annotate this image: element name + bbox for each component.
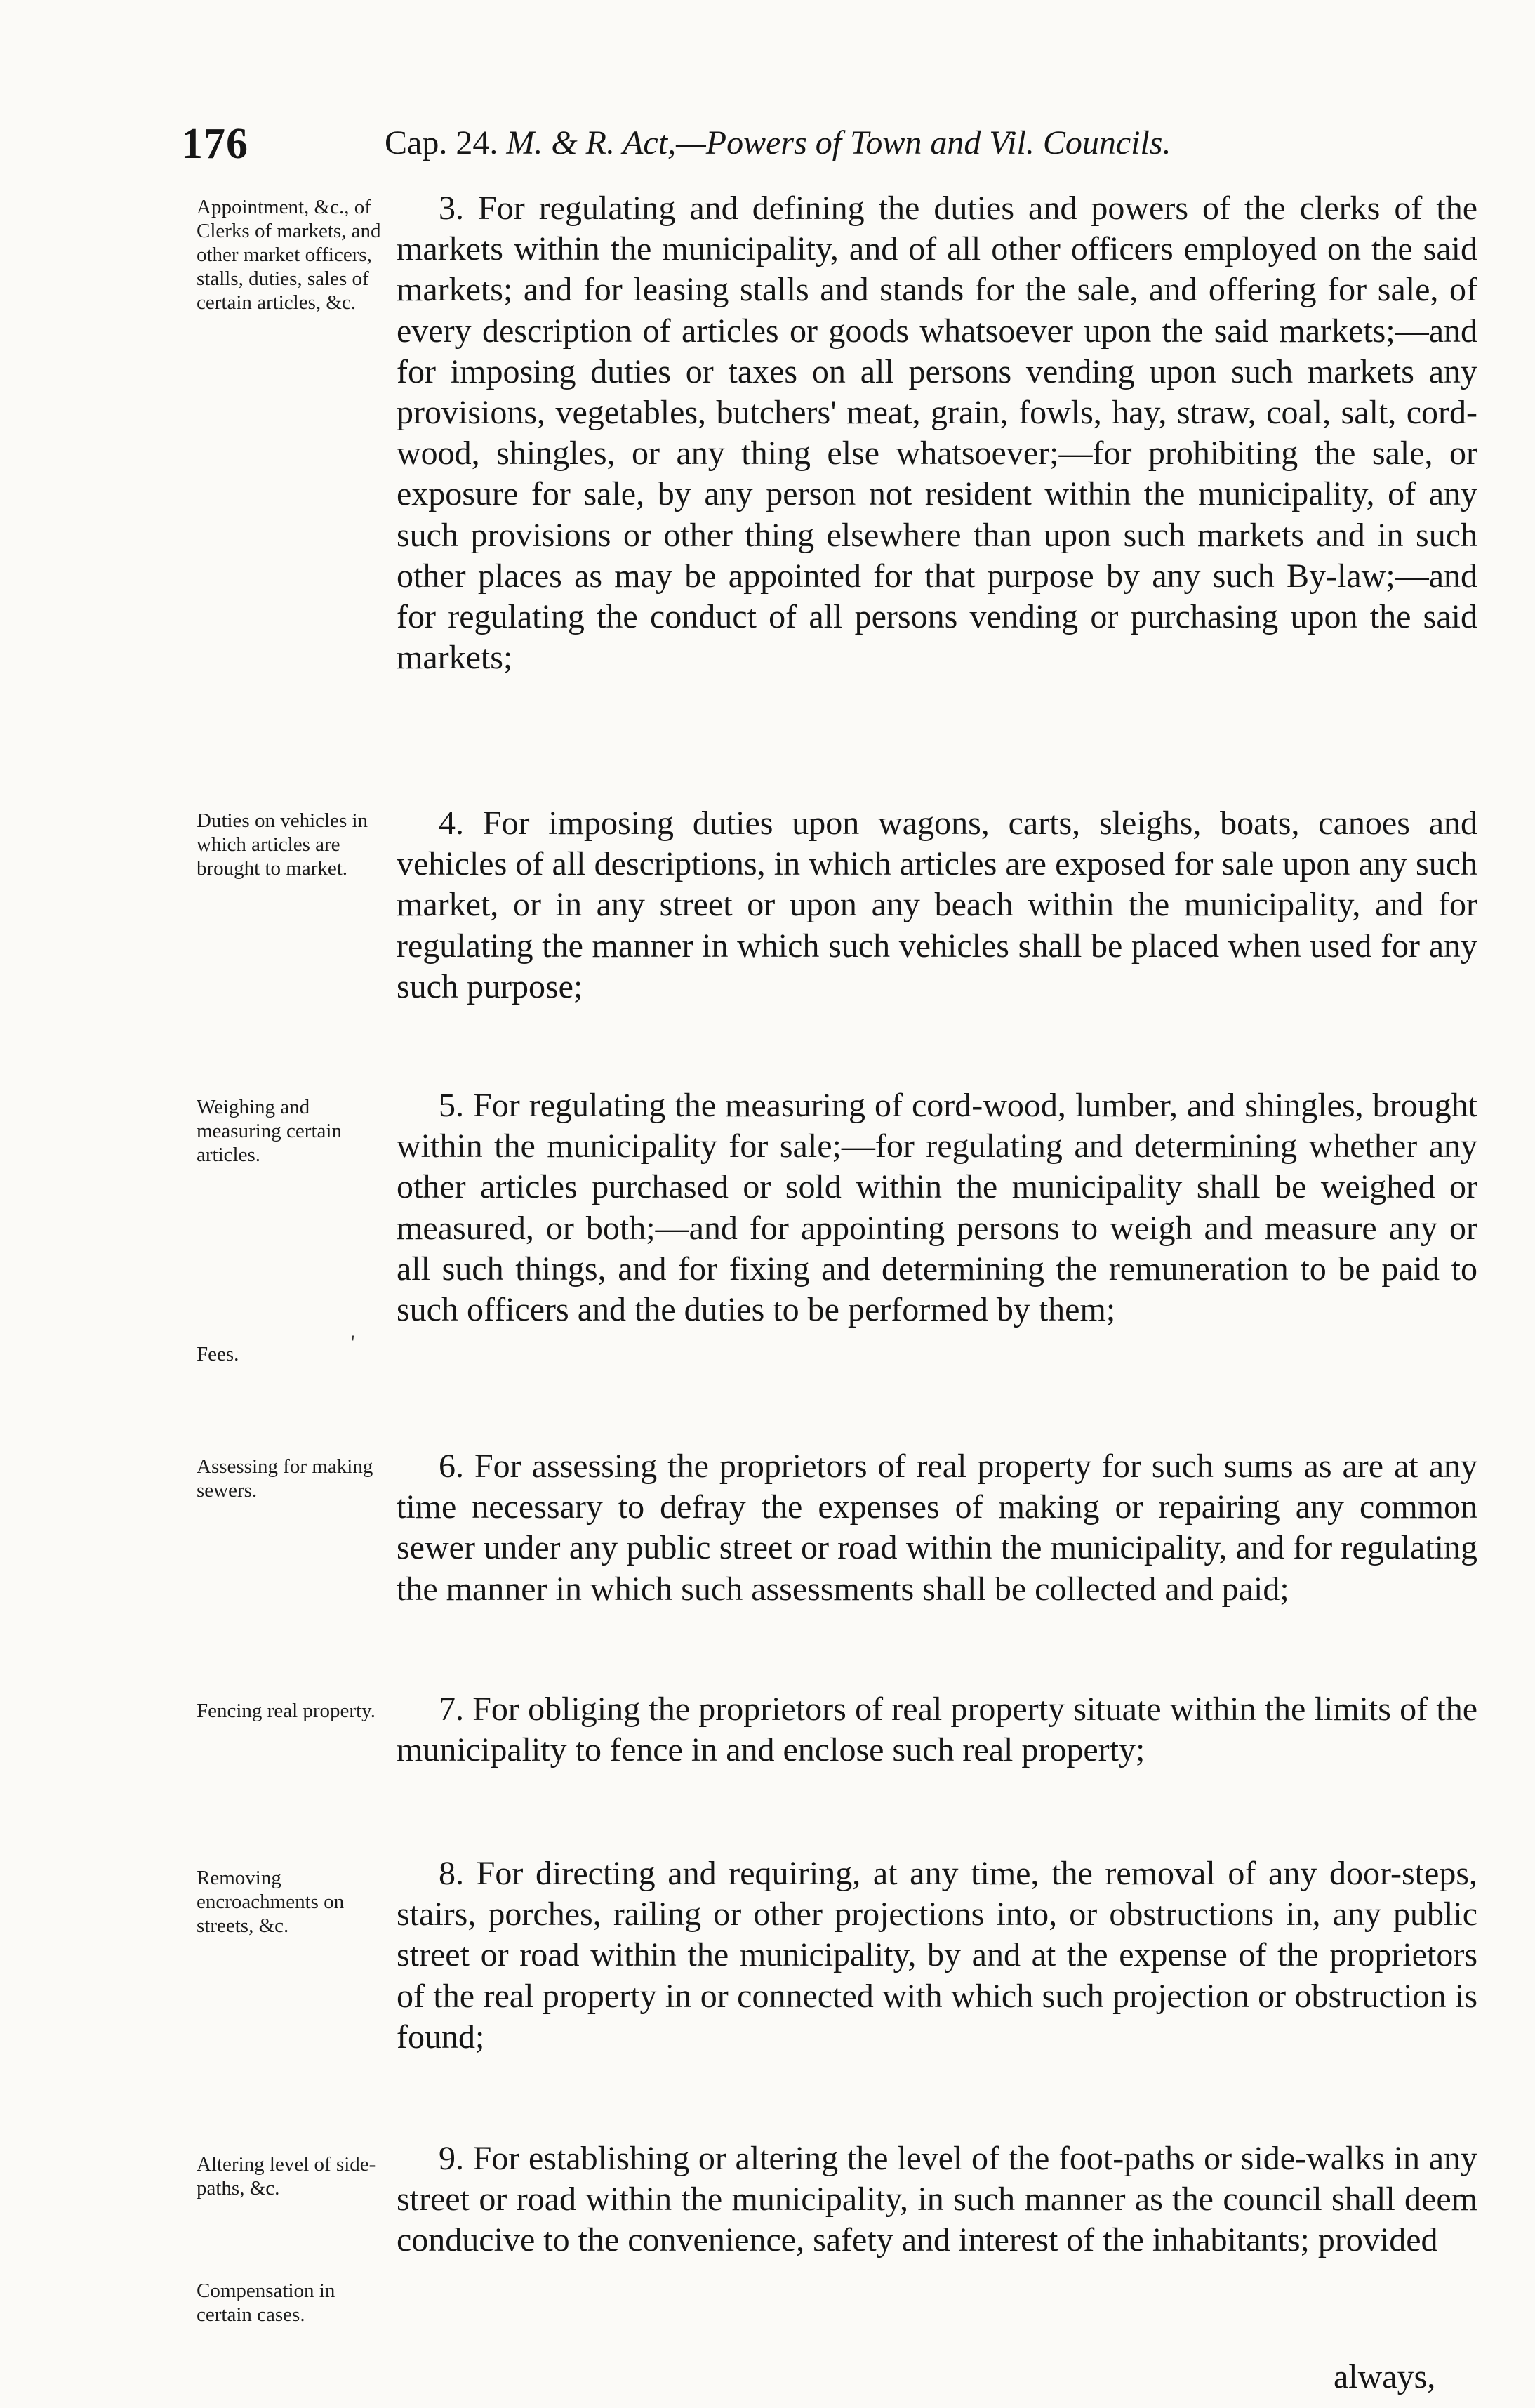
- section-subject: —Powers of Town and Vil. Councils.: [676, 124, 1171, 161]
- act-title: M. & R. Act,: [506, 124, 677, 161]
- margin-note-5: Weighing and measuring certain articles.: [197, 1096, 342, 1166]
- paragraph-number: 7.: [439, 1691, 464, 1728]
- paragraph-text: For directing and requiring, at any time, the removal of any door-steps, stairs, porches, railing or other projections into, or obstructions in, any public street or road within the municipality, by and at the expense of the proprietors of the real property in or connected with which such projection or obstruction is found;: [397, 1855, 1477, 2056]
- running-head: [385, 124, 1171, 162]
- margin-note-8: Removing encroachments on streets, &c.: [197, 1867, 345, 1937]
- paragraph-5: [397, 1085, 1477, 1330]
- paragraph-text: For imposing duties upon wagons, carts, sleighs, boats, canoes and vehicles of all descriptions, in which articles are exposed for sale upon any such market, or in any street or upon any beach within the municipality, and for regulating the manner in which such vehicles shall be placed when used for any such purpose;: [397, 805, 1478, 1005]
- paragraph-8: [397, 1853, 1477, 2058]
- paragraph-number: 6.: [439, 1448, 464, 1485]
- paragraph-number: 5.: [439, 1087, 464, 1124]
- stray-mark: ': [351, 1331, 355, 1354]
- paragraph-text: For assessing the proprietors of real property for such sums as are at any time necessary to defray the expenses of making or repairing any common sewer under any public street or road within the municipality, and for regulating the manner in which such assessments shall be collected and paid;: [397, 1448, 1477, 1608]
- paragraph-text: For establishing or altering the level of the foot-paths or side-walks in any street or road within the municipality, in such manner as the council shall deem conducive to the convenience, safety and interest of the inhabitants; provided: [397, 2140, 1477, 2259]
- paragraph-number: 9.: [439, 2140, 464, 2177]
- chapter-label: Cap. 24.: [385, 124, 498, 161]
- margin-note-9: Altering level of side-paths, &c.: [197, 2153, 376, 2199]
- paragraph-number: 8.: [439, 1855, 464, 1892]
- paragraph-7: [397, 1689, 1477, 1771]
- paragraph-number: 3.: [439, 190, 464, 227]
- paragraph-number: 4.: [439, 805, 464, 842]
- paragraph-9: [397, 2138, 1477, 2261]
- page-number: 176: [181, 120, 248, 168]
- margin-note-7: Fencing real property.: [197, 1700, 376, 1722]
- page-header: [181, 119, 1480, 176]
- margin-note-6: Assessing for making sewers.: [197, 1455, 373, 1502]
- margin-note-9-compensation: Compensation in certain cases.: [197, 2280, 335, 2326]
- paragraph-6: [397, 1446, 1477, 1610]
- paragraph-text: For regulating and defining the duties and powers of the clerks of the markets within the municipality, and of all other officers employed on the said markets; and for leasing stalls and stands for the sale, and offering for sale, of every description of articles or goods whatsoever upon the said markets;—and for imposing duties or taxes on all persons vending upon such markets any provisions, vegetables, butchers' meat, grain, fowls, hay, straw, coal, salt, cord-wood, shingles, or any thing else whatsoever;—for prohibiting the sale, or exposure for sale, by any person not resident within the municipality, of any such provisions or other thing elsewhere than upon such markets and in such other places as may be appointed for that purpose by any such By-law;—and for regulating the conduct of all persons vending or purchasing upon the said markets;: [397, 190, 1478, 677]
- paragraph-3: [397, 188, 1477, 678]
- margin-note-4: Duties on vehicles in which articles are brought to market.: [197, 809, 368, 880]
- paragraph-text: For obliging the proprietors of real property situate within the limits of the municipality to fence in and enclose such real property;: [397, 1691, 1478, 1769]
- catchword: always,: [1334, 2358, 1436, 2395]
- paragraph-4: [397, 803, 1477, 1007]
- margin-note-5-fees: Fees.: [197, 1343, 239, 1365]
- paragraph-text: For regulating the measuring of cord-wood, lumber, and shingles, brought within the municipality for sale;—for regulating and determining whether any other articles purchased or sold within the municipality shall be weighed or measured, or both;—and for appointing persons to weigh and measure any or all such things, and for fixing and determining the remuneration to be paid to such officers and the duties to be performed by them;: [397, 1087, 1478, 1329]
- margin-note-3: Appointment, &c., of Clerks of markets, and other market officers, stalls, duties, sales of certain articles, &c.: [197, 196, 381, 314]
